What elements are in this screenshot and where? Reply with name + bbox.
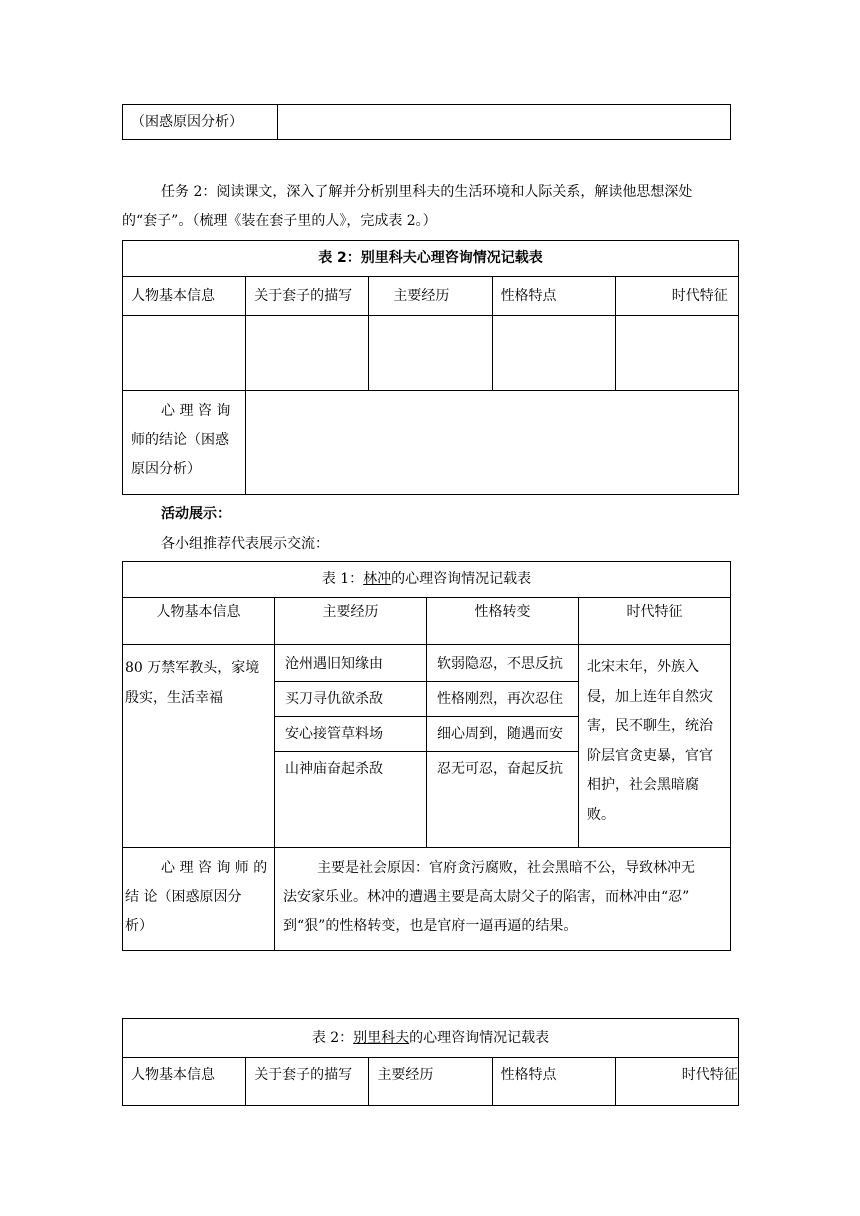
table-linchong [122,561,731,951]
table-header-cell: 性格特点 [492,1058,615,1106]
table-header-cell: 性格转变 [427,598,579,645]
conclusion-label-line: 心 理 咨 询 [161,403,231,419]
change-item: 软弱隐忍，不思反抗 [427,647,578,682]
top-table-empty-cell [278,105,731,140]
conclusion-label-cell [123,391,246,495]
basic-info-cell [123,645,275,848]
conclusion-empty-cell [246,391,739,495]
conclusion-text-line: 到“狠”的性格转变，也是官府一逼再逼的结果。 [283,918,578,934]
table-empty-cell [615,316,738,391]
table-empty-cell [369,316,492,391]
activity-intro: 各小组推荐代表展示交流： [161,536,329,552]
experience-item: 安心接管草料场 [275,717,426,752]
table-header-cell: 时代特征 [615,1058,738,1106]
era-line: 阶层官贪吏暴，官官 [587,747,713,764]
table-belikov-template-title: 表 2：别里科夫心理咨询情况记载表 [123,241,739,277]
era-line: 败。 [587,806,615,823]
change-item: 细心周到，随遇而安 [427,717,578,752]
task2-line2: 的“套子”。（梳理《装在套子里的人》，完成表 2。） [122,213,437,229]
table-empty-cell [246,316,369,391]
experience-item: 沧州遇旧知缘由 [275,647,426,682]
table-header-cell: 主要经历 [369,277,492,316]
era-line: 北宋末年，外族入 [587,659,699,675]
activity-heading: 活动展示： [161,506,231,522]
experience-item: 买刀寻仇欲杀敌 [275,682,426,717]
title-prefix: 表 1： [321,571,364,587]
conclusion-label-line: 原因分析） [131,461,201,477]
change-item: 忍无可忍，奋起反抗 [437,761,563,777]
experience-item: 山神庙奋起杀敌 [285,761,383,777]
conclusion-label-line: 心 理 咨 询 师 的 [161,860,268,876]
table-header-cell: 时代特征 [579,598,731,645]
table-header-cell: 主要经历 [275,598,427,645]
table-linchong-title [123,562,731,598]
basic-info-line: 80 万禁军教头，家境 [125,660,260,676]
conclusion-text-line: 主要是社会原因：官府贪污腐败，社会黑暗不公，导致林冲无 [317,860,695,876]
task2-line1: 任务 2：阅读课文，深入了解并分析别里科夫的生活环境和人际关系，解读他思想深处 [161,184,693,200]
era-cell [579,645,731,848]
title-character-name: 别里科夫 [353,1030,410,1046]
table-header-cell: 关于套子的描写 [246,1058,369,1106]
conclusion-label-line: 析） [125,918,153,934]
title-suffix: 的心理咨询情况记载表 [391,571,532,587]
title-character-name: 林冲 [363,571,392,587]
table-header-cell: 人物基本信息 [123,598,275,645]
table-belikov [122,1018,739,1106]
conclusion-label-line: 师的结论（困惑 [131,432,229,448]
title-prefix: 表 2： [311,1030,354,1046]
table-header-cell: 人物基本信息 [123,1058,246,1106]
table-header-cell: 主要经历 [369,1058,492,1106]
table-empty-cell [492,316,615,391]
era-line: 相护，社会黑暗腐 [587,777,699,793]
conclusion-label-cell [123,848,275,951]
experiences-cell [275,645,427,848]
table-header-cell: 关于套子的描写 [246,277,369,316]
conclusion-label-line: 结 论（困惑原因分 [125,889,242,905]
table-header-cell: 人物基本信息 [123,277,246,316]
top-table [122,104,731,140]
changes-cell [427,645,579,848]
basic-info-line: 殷实，生活幸福 [125,690,223,706]
era-line: 侵，加上连年自然灾 [587,688,713,705]
top-table-label: （困惑原因分析） [131,114,243,130]
table-belikov-template [122,240,739,495]
top-table-label-cell [123,105,278,140]
change-item: 性格刚烈，再次忍住 [427,682,578,717]
conclusion-text-cell [275,848,731,951]
table-belikov-title [123,1019,739,1058]
title-suffix: 的心理咨询情况记载表 [409,1030,550,1046]
table-empty-cell [123,316,246,391]
table-header-cell: 性格特点 [492,277,615,316]
conclusion-text-line: 法安家乐业。林冲的遭遇主要是高太尉父子的陷害，而林冲由“忍” [283,889,690,905]
era-line: 害，民不聊生，统治 [587,718,713,734]
table-header-cell: 时代特征 [615,277,738,316]
